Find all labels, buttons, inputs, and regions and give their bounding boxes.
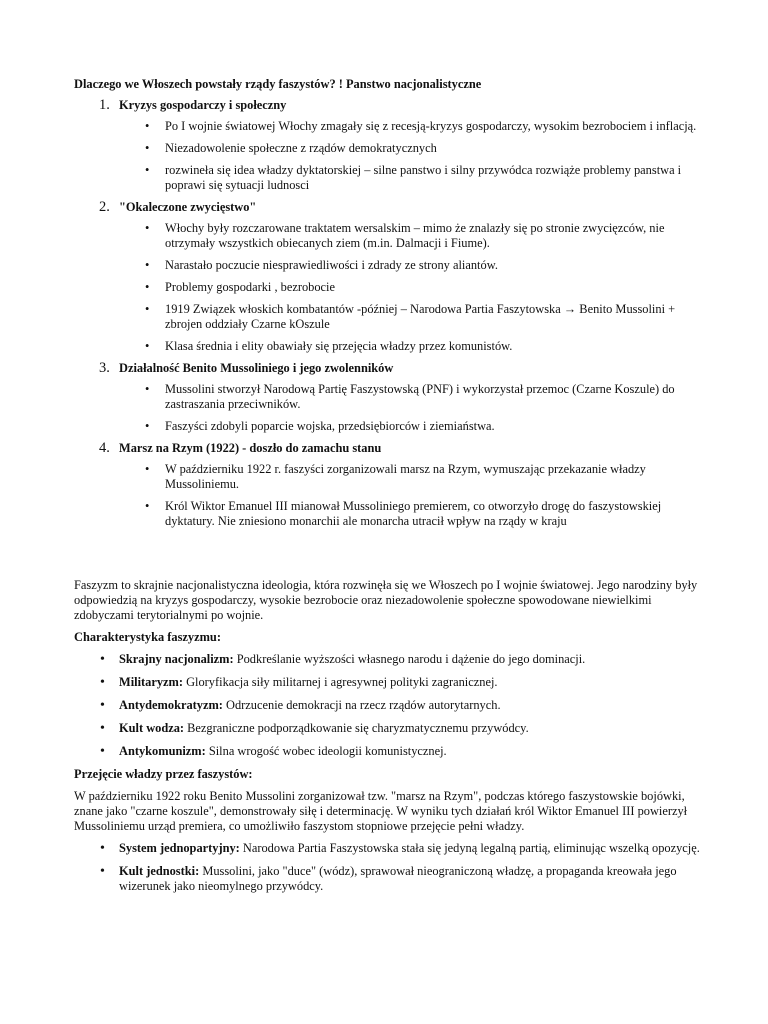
bullet-icon: • bbox=[145, 302, 150, 316]
item-text: 1919 Związek włoskich kombatantów -później – Narodowa Partia Faszytowska → Benito Mussolini + zbrojen oddziały Czarne kOszule bbox=[165, 302, 676, 331]
list-item bbox=[119, 499, 704, 529]
section-number: 4. bbox=[99, 440, 110, 456]
section-3 bbox=[74, 361, 704, 434]
section-items bbox=[119, 382, 704, 434]
bullet-icon: • bbox=[145, 258, 150, 272]
list-item bbox=[119, 382, 704, 412]
takeover-list bbox=[74, 841, 704, 894]
item-text: Problemy gospodarki , bezrobocie bbox=[165, 280, 335, 294]
term: Antydemokratyzm: bbox=[119, 698, 223, 712]
bullet-icon: • bbox=[145, 141, 150, 155]
list-item bbox=[119, 280, 704, 295]
list-item bbox=[119, 339, 704, 354]
bullet-icon: • bbox=[145, 499, 150, 513]
item-text: Podkreślanie wyższości własnego narodu i dążenie do jego dominacji. bbox=[233, 652, 586, 666]
section-heading: Działalność Benito Mussoliniego i jego zwolenników bbox=[119, 361, 394, 375]
intro-paragraph: Faszyzm to skrajnie nacjonalistyczna ideologia, która rozwinęła się we Włoszech po I wojnie światowej. Jego narodziny były odpowiedzią na kryzys gospodarczy, wysokie bezrobocie oraz niezadowolenie społeczne spowodowane niewielkimi zdobyczami terytorialnymi po wojnie. bbox=[74, 578, 698, 622]
bullet-icon: • bbox=[100, 864, 105, 879]
item-text: Włochy były rozczarowane traktatem wersalskim – mimo że znalazły się po stronie zwycięzców, nie otrzymały wszystkich obiecanych ziem (m.in. Dalmacji i Fiume). bbox=[165, 221, 665, 250]
section-items bbox=[119, 119, 704, 193]
traits-heading: Charakterystyka faszyzmu: bbox=[74, 630, 221, 644]
list-item bbox=[74, 864, 704, 894]
list-item bbox=[74, 744, 704, 759]
item-text: Faszyści zdobyli poparcie wojska, przedsiębiorców i ziemiaństwa. bbox=[165, 419, 495, 433]
term: Kult wodza: bbox=[119, 721, 185, 735]
list-item bbox=[119, 119, 704, 134]
bullet-icon: • bbox=[145, 339, 150, 353]
spacer bbox=[74, 536, 704, 578]
list-item bbox=[74, 841, 704, 856]
list-item bbox=[74, 675, 704, 690]
bullet-icon: • bbox=[100, 721, 105, 736]
list-item bbox=[74, 721, 704, 736]
term: Skrajny nacjonalizm: bbox=[119, 652, 234, 666]
item-text: Po I wojnie światowej Włochy zmagały się z recesją-kryzys gospodarczy, wysokim bezrobociem i inflacją. bbox=[165, 119, 697, 133]
traits-list bbox=[74, 652, 704, 759]
document-page bbox=[74, 77, 704, 902]
section-items bbox=[119, 462, 704, 529]
section-number: 1. bbox=[99, 97, 110, 113]
section-1 bbox=[74, 98, 704, 193]
list-item bbox=[119, 302, 704, 332]
bullet-icon: • bbox=[145, 419, 150, 433]
bullet-icon: • bbox=[145, 280, 150, 294]
item-text: Klasa średnia i elity obawiały się przejęcia władzy przez komunistów. bbox=[165, 339, 513, 353]
list-item bbox=[119, 258, 704, 273]
section-number: 2. bbox=[99, 199, 110, 215]
term: Kult jednostki: bbox=[119, 864, 200, 878]
item-text: Mussolini stworzył Narodową Partię Faszystowską (PNF) i wykorzystał przemoc (Czarne Koszule) do zastraszania przeciwników. bbox=[165, 382, 675, 411]
bullet-icon: • bbox=[145, 221, 150, 235]
list-item bbox=[119, 462, 704, 492]
causes-list bbox=[74, 98, 704, 529]
item-text: Silna wrogość wobec ideologii komunistycznej. bbox=[205, 744, 447, 758]
bullet-icon: • bbox=[100, 744, 105, 759]
section-number: 3. bbox=[99, 360, 110, 376]
item-text: Bezgraniczne podporządkowanie się charyzmatycznemu przywódcy. bbox=[184, 721, 529, 735]
term: Militaryzm: bbox=[119, 675, 183, 689]
item-text: Mussolini, jako "duce" (wódz), sprawował nieograniczoną władzę, a propaganda kreowała jego wizerunek jako nieomylnego przywódcy. bbox=[119, 864, 677, 893]
section-heading: "Okaleczone zwycięstwo" bbox=[119, 200, 257, 214]
section-4 bbox=[74, 441, 704, 529]
list-item bbox=[119, 221, 704, 251]
item-text: rozwineła się idea władzy dyktatorskiej – silne panstwo i silny przywódca rozwiąże problemy panstwa i poprawi się sytuacji ludnosci bbox=[165, 163, 682, 192]
item-text: Niezadowolenie społeczne z rządów demokratycznych bbox=[165, 141, 437, 155]
section-items bbox=[119, 221, 704, 354]
list-item bbox=[119, 163, 704, 193]
bullet-icon: • bbox=[100, 841, 105, 856]
bullet-icon: • bbox=[145, 119, 150, 133]
list-item bbox=[119, 141, 704, 156]
item-text: Narastało poczucie niesprawiedliwości i zdrady ze strony aliantów. bbox=[165, 258, 498, 272]
term: System jednopartyjny: bbox=[119, 841, 240, 855]
list-item bbox=[119, 419, 704, 434]
bullet-icon: • bbox=[145, 382, 150, 396]
page-title: Dlaczego we Włoszech powstały rządy faszystów? ! Panstwo nacjonalistyczne bbox=[74, 77, 482, 91]
section-heading: Kryzys gospodarczy i społeczny bbox=[119, 98, 287, 112]
bullet-icon: • bbox=[145, 163, 150, 177]
list-item bbox=[74, 698, 704, 713]
section-2 bbox=[74, 200, 704, 354]
takeover-heading: Przejęcie władzy przez faszystów: bbox=[74, 767, 253, 781]
item-text: Odrzucenie demokracji na rzecz rządów autorytarnych. bbox=[222, 698, 501, 712]
bullet-icon: • bbox=[100, 652, 105, 667]
bullet-icon: • bbox=[100, 698, 105, 713]
takeover-paragraph: W październiku 1922 roku Benito Mussolini zorganizował tzw. "marsz na Rzym", podczas którego faszystowskie bojówki, znane jako "czarne koszule", demonstrowały siłę i determinację. W wyniku tych działań król Wiktor Emanuel III powierzył Mussoliniemu urząd premiera, co umożliwiło faszystom stopniowe przejęcie pełni władzy. bbox=[74, 789, 688, 833]
term: Antykomunizm: bbox=[119, 744, 206, 758]
section-heading: Marsz na Rzym (1922) - doszło do zamachu stanu bbox=[119, 441, 382, 455]
item-text: Narodowa Partia Faszystowska stała się jedyną legalną partią, eliminując wszelką opozycję. bbox=[239, 841, 700, 855]
item-text: W październiku 1922 r. faszyści zorganizowali marsz na Rzym, wymuszając przekazanie władzy Mussoliniemu. bbox=[165, 462, 646, 491]
item-text: Król Wiktor Emanuel III mianował Mussoliniego premierem, co otworzyło drogę do faszystowskiej dyktatury. Nie zniesiono monarchii ale monarcha utracił wpływ na rządy w kraju bbox=[165, 499, 662, 528]
bullet-icon: • bbox=[100, 675, 105, 690]
bullet-icon: • bbox=[145, 462, 150, 476]
item-text: Gloryfikacja siły militarnej i agresywnej polityki zagranicznej. bbox=[183, 675, 498, 689]
list-item bbox=[74, 652, 704, 667]
